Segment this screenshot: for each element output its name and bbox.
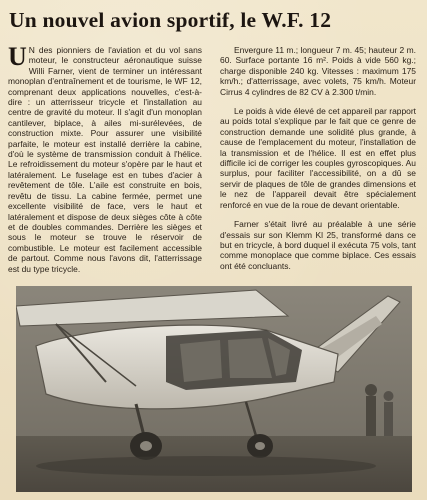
left-paragraph-text: N des pionniers de l'aviation et du vol sans moteur, le constructeur aéronautique suisse Willi Farner, vient de terminer un intéressant monoplan d'entraînement et de tourisme, le WF 12, comprenant deux applications nouvelles, c'est-à-dire : un atterrisseur tricycle et l'installation au centre de gravité du moteur. Il s'agit d'un monoplan cantilever, biplace, à ailes mi-surélevées, de construction mixte. Pour assurer une visibilité parfaite, le moteur est installé derrière la cabine, d'où le système de transmission conduit à l'hélice. Le refroidissement du moteur s'opère par le haut et latéralement. Le fuselage est en tubes d'acier à revêtement de tôle. L'aile est construite en bois, revêtu de tissu. La cabine fermée, permet une excellente visibilité de face, vers le haut et latéralement et dispose de deux sièges côte à côte et de doubles commandes. Derrière les sièges et sous le moteur se trouve le réservoir de combustible. Le moteur est facilement accessible de partout. Comme nous l'avons dit, l'atterrissage est du type tricycle. xyxy=(8,45,202,274)
article-title: Un nouvel avion sportif, le W.F. 12 xyxy=(9,8,332,32)
drop-cap: U xyxy=(8,42,27,71)
left-paragraph xyxy=(8,42,202,274)
weight-paragraph: Le poids à vide élevé de cet appareil par rapport au poids total s'explique par le fait que ce genre de construction demande une solidité plus grande, à cause de l'emplacement du moteur, l'installation de la transmission et de l'hélice. Il est en effet plus difficile ici de corriger les couples gyroscopiques. Au surplus, pour faciliter l'accessibilité, on a dû se servir de plaques de tôle de grandes dimensions et le nez de l'appareil devait être spécialement renforcé en vue de la roue de devant orientable. xyxy=(220,106,416,210)
aircraft-photo xyxy=(16,286,412,492)
article-left-column xyxy=(8,42,202,274)
trials-paragraph: Farner s'était livré au préalable à une série d'essais sur son Klemm Kl 25, transformé dans ce but en tricycle, à bord duquel il exécuta 75 vols, tant comme monoplace que comme biplace. Ces essais ont été concluants. xyxy=(220,219,416,271)
aircraft-photo-illustration xyxy=(16,286,412,492)
article-right-column xyxy=(220,45,416,271)
specifications-paragraph: Envergure 11 m.; longueur 7 m. 45; hauteur 2 m. 60. Surface portante 16 m². Poids à vide 560 kg.; charge disponible 240 kg. Vitesses : maximum 175 km/h.; d'atterrissage, avec volets, 75 km/h. Moteur Cirrus 4 cylindres de 82 CV à 2.300 t/min. xyxy=(220,45,416,97)
